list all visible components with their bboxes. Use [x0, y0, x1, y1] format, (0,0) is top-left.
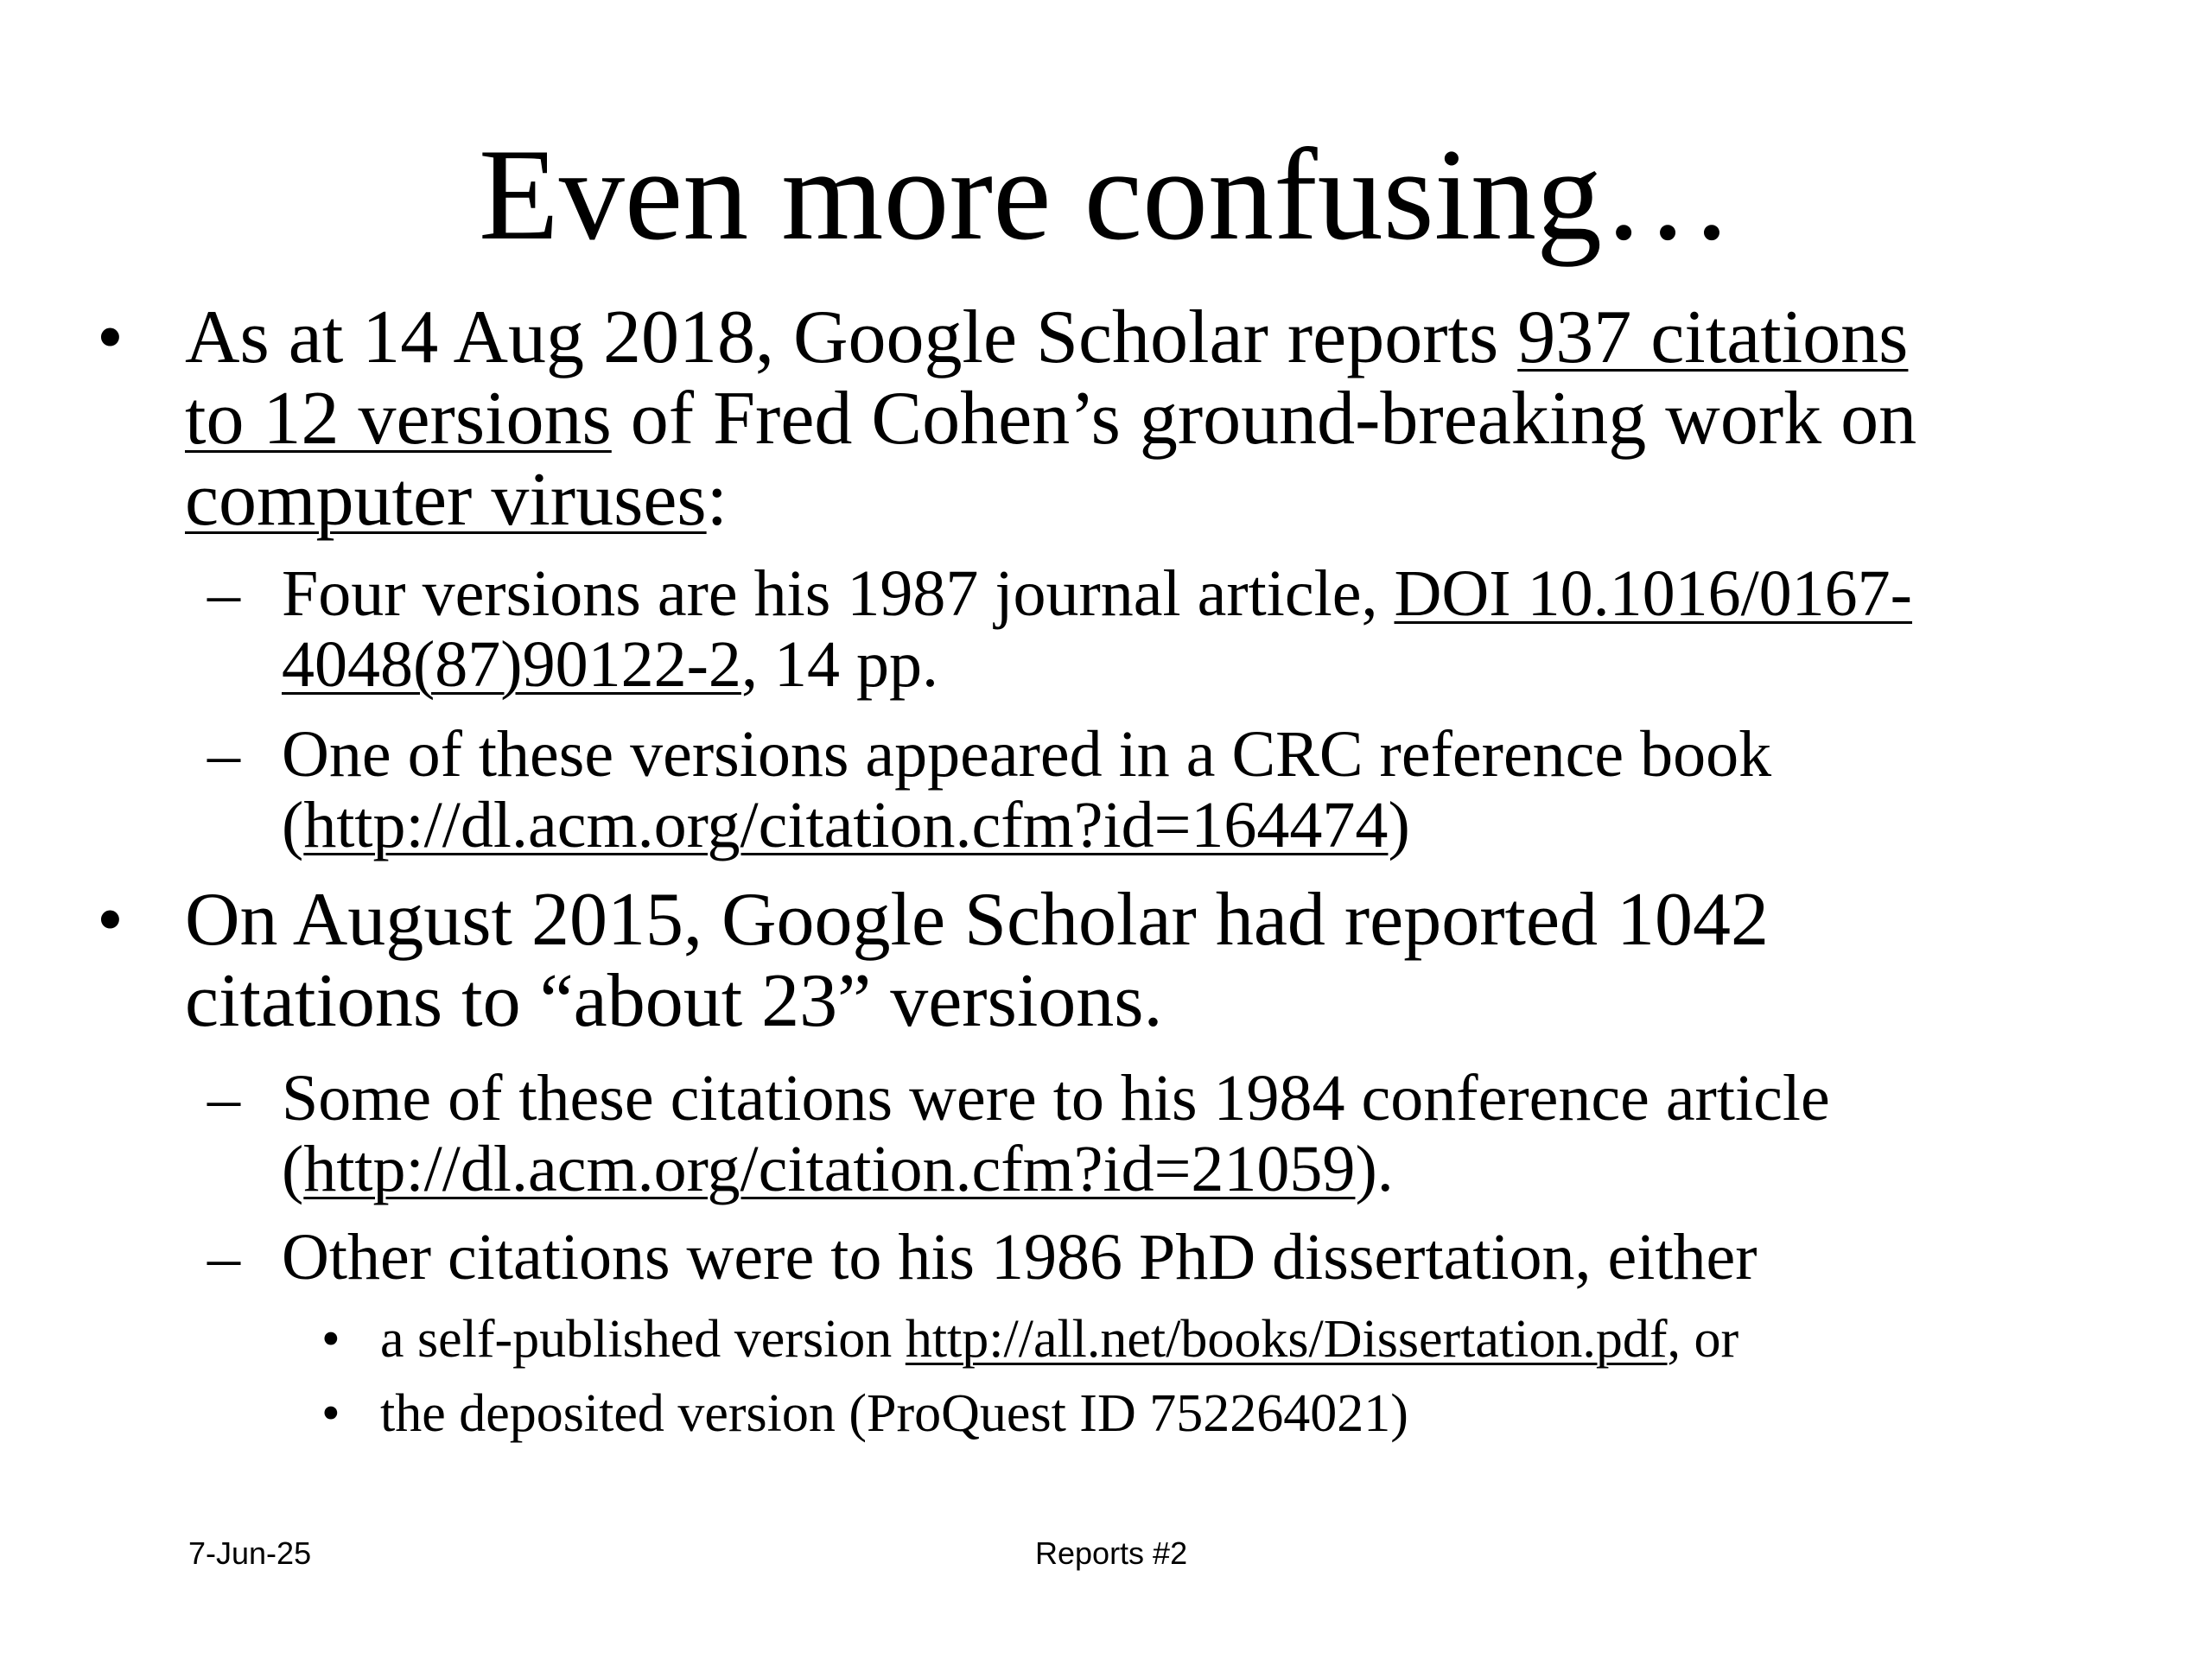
bullet-1-line-2: to 12 versions of Fred Cohen’s ground-breaking work on	[185, 377, 1917, 461]
footer-date: 7-Jun-25	[188, 1535, 312, 1571]
bullet-2-line-2: citations to “about 23” versions.	[185, 959, 1163, 1043]
citations-link[interactable]: 937 citations	[1517, 296, 1909, 379]
doi-link-continued[interactable]: 4048(87)90122-2	[282, 628, 741, 701]
dash-marker: –	[207, 1062, 240, 1135]
bullet-marker: •	[321, 1384, 340, 1443]
sub-1-2-line-2: (http://dl.acm.org/citation.cfm?id=164474)	[282, 789, 1410, 861]
sub-sub-2-2-2-line-1: the deposited version (ProQuest ID 752264021)	[380, 1384, 1408, 1443]
bullet-1-line-3: computer viruses:	[185, 458, 728, 542]
bullet-1-line-1: As at 14 Aug 2018, Google Scholar reports 937 citations	[185, 296, 1909, 379]
footer-center: Reports #2	[1035, 1535, 1188, 1571]
dash-marker: –	[207, 1221, 240, 1294]
computer-viruses-link[interactable]: computer viruses	[185, 458, 707, 542]
sub-1-1-line-1: Four versions are his 1987 journal article, DOI 10.1016/0167-	[282, 557, 1912, 630]
sub-sub-2-2-1-line-1: a self-published version http://all.net/books/Dissertation.pdf, or	[380, 1310, 1739, 1369]
bullet-2-line-1: On August 2015, Google Scholar had reported 1042	[185, 878, 1770, 962]
dissertation-pdf-link[interactable]: http://all.net/books/Dissertation.pdf	[905, 1310, 1668, 1369]
dash-marker: –	[207, 718, 240, 791]
versions-link[interactable]: to 12 versions	[185, 377, 612, 461]
bullet-marker: •	[321, 1310, 340, 1369]
bullet-marker: •	[97, 296, 124, 379]
doi-link[interactable]: DOI 10.1016/0167-	[1394, 557, 1912, 630]
bullet-marker: •	[97, 878, 124, 962]
acm-link-164474[interactable]: http://dl.acm.org/citation.cfm?id=164474	[303, 789, 1389, 861]
sub-1-1-line-2: 4048(87)90122-2, 14 pp.	[282, 628, 938, 701]
sub-2-1-line-1: Some of these citations were to his 1984 conference article	[282, 1062, 1830, 1135]
sub-1-2-line-1: One of these versions appeared in a CRC reference book	[282, 718, 1772, 791]
dash-marker: –	[207, 557, 240, 630]
acm-link-21059[interactable]: http://dl.acm.org/citation.cfm?id=21059	[303, 1133, 1356, 1205]
sub-2-2-line-1: Other citations were to his 1986 PhD dissertation, either	[282, 1221, 1758, 1294]
sub-2-1-line-2: (http://dl.acm.org/citation.cfm?id=21059).	[282, 1133, 1394, 1205]
slide-title: Even more confusing…	[478, 122, 1734, 267]
